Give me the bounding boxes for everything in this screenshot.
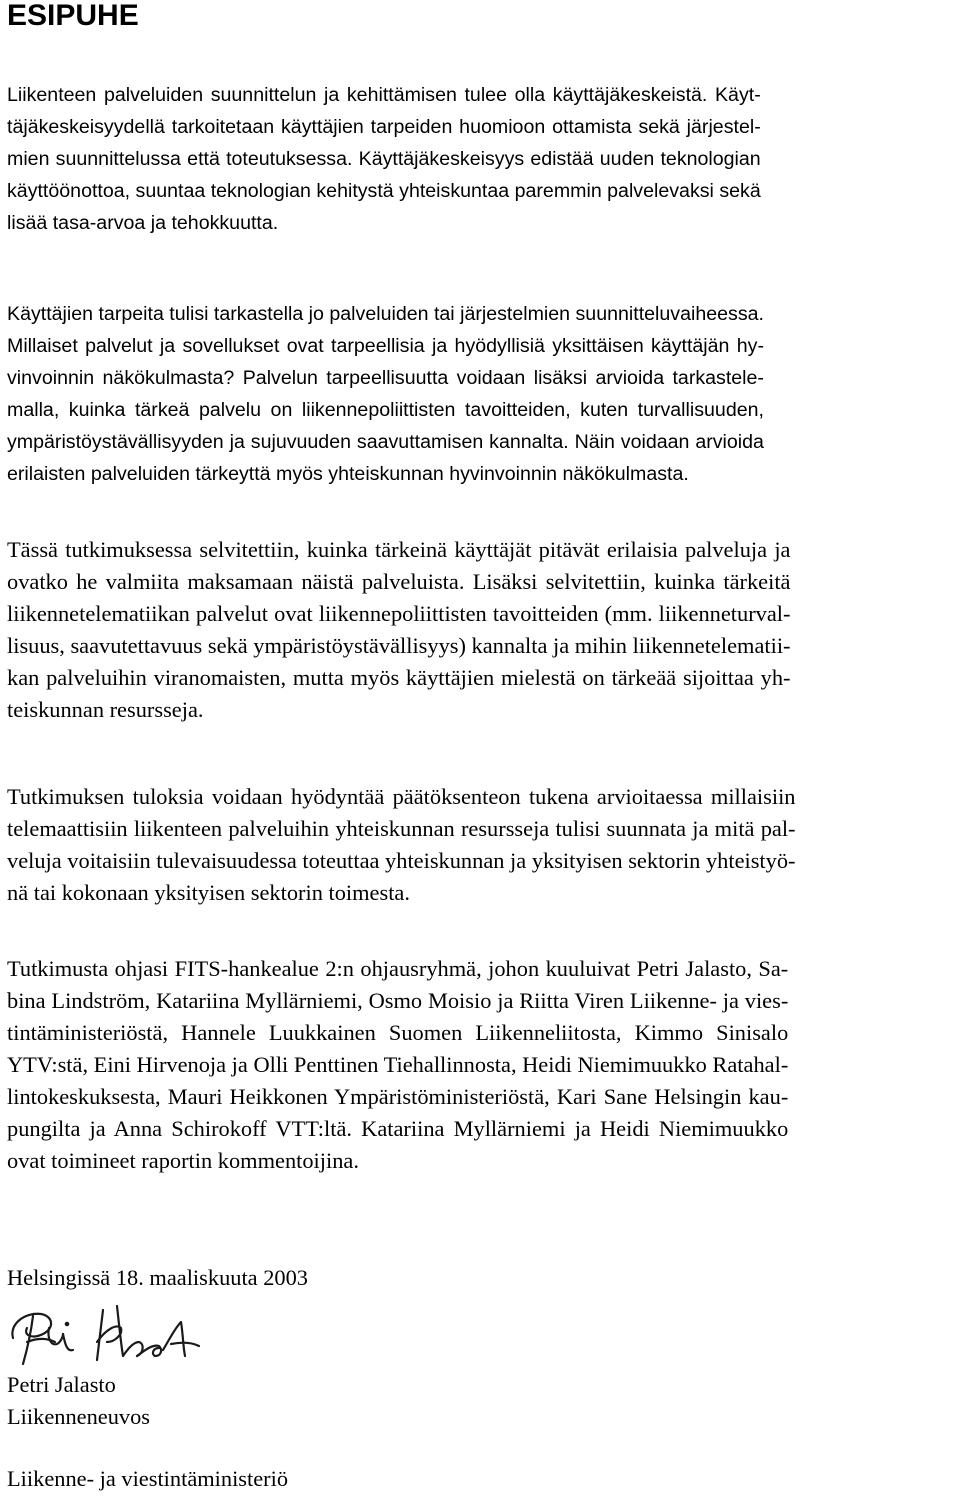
text-line: Käyttäjien tarpeita tulisi tarkastella jo palveluiden tai järjestelmien suunnitteluvaiheessa. [7,303,764,325]
text-line: ovatko he valmiita maksamaan näistä palveluista. Lisäksi selvitettiin, kuinka tärkeitä [7,569,791,594]
text-line: kan palveluihin viranomaisten, mutta myös käyttäjien mielestä on tärkeää sijoittaa yh- [7,665,791,690]
paragraph-4 [7,781,796,909]
text-line: ympäristöystävällisyyden ja sujuvuuden saavuttamisen kannalta. Näin voidaan arvioida [7,431,764,453]
text-line: nä tai kokonaan yksityisen sektorin toimesta. [7,880,410,905]
paragraph-5 [7,953,788,1177]
paragraph-1 [7,79,761,239]
text-line: lisuus, saavutettavuus sekä ympäristöystävällisyys) kannalta ja mihin liikennetelematii- [7,633,791,658]
text-line: käyttöönottoa, suuntaa teknologian kehitystä yhteiskuntaa paremmin palvelevaksi sekä [7,180,761,202]
page-title: ESIPUHE [7,0,139,32]
handwritten-signature [3,1298,203,1370]
text-line: Tutkimusta ohjasi FITS-hankealue 2:n ohjausryhmä, johon kuuluivat Petri Jalasto, Sa- [7,956,789,981]
text-line: veluja voitaisiin tulevaisuudessa toteuttaa yhteiskunnan ja yksityisen sektorin yhteistyö- [7,848,796,873]
text-line: tintäministeriöstä, Hannele Luukkainen Suomen Liikenneliitosta, Kimmo Sinisalo [7,1020,789,1045]
text-line: liikennetelematiikan palvelut ovat liikennepoliittisten tavoitteiden (mm. liikenneturval- [7,601,791,626]
text-line: lintokeskuksesta, Mauri Heikkonen Ympäristöministeriöstä, Kari Sane Helsingin kau- [7,1084,789,1109]
paragraph-2 [7,298,764,490]
text-line: vinvoinnin näkökulmasta? Palvelun tarpeellisuutta voidaan lisäksi arvioida tarkastele- [7,367,764,389]
text-line: telemaattisiin liikenteen palveluihin yhteiskunnan resursseja tulisi suunnata ja mitä pal- [7,816,796,841]
text-line: ovat toimineet raportin kommentoijina. [7,1148,359,1173]
ministry-name: Liikenne- ja viestintäministeriö [7,1466,289,1491]
text-line: Tässä tutkimuksessa selvitettiin, kuinka tärkeinä käyttäjät pitävät erilaisia palveluja ja [7,537,791,562]
signer-block [7,1369,150,1433]
text-line: bina Lindström, Katariina Myllärniemi, Osmo Moisio ja Riitta Viren Liikenne- ja vies- [7,988,789,1013]
text-line: Tutkimuksen tuloksia voidaan hyödyntää päätöksenteon tukena arvioitaessa millaisiin [7,784,796,809]
paragraph-3 [7,534,791,726]
signer-title: Liikenneneuvos [7,1404,151,1429]
text-line: Liikenteen palveluiden suunnittelun ja kehittämisen tulee olla käyttäjäkeskeistä. Käyt- [7,84,761,106]
document-page [7,0,955,1491]
text-line: lisää tasa-arvoa ja tehokkuutta. [7,212,279,234]
signer-name: Petri Jalasto [7,1372,116,1397]
text-line: pungilta ja Anna Schirokoff VTT:ltä. Katariina Myllärniemi ja Heidi Niemimuukko [7,1116,789,1141]
text-line: teiskunnan resursseja. [7,697,204,722]
text-line: malla, kuinka tärkeä palvelu on liikennepoliittisten tavoitteiden, kuten turvallisuuden, [7,399,764,421]
text-line: Millaiset palvelut ja sovellukset ovat tarpeellisia ja hyödyllisiä yksittäisen käyttäjän hy- [7,335,764,357]
text-line: YTV:stä, Eini Hirvenoja ja Olli Penttinen Tiehallinnosta, Heidi Niemimuukko Ratahal- [7,1052,789,1077]
text-line: mien suunnittelussa että toteutuksessa. Käyttäjäkeskeisyys edistää uuden teknologian [7,148,761,170]
text-line: täjäkeskeisyydellä tarkoitetaan käyttäjien tarpeiden huomioon ottamista sekä järjestel- [7,116,761,138]
place-date: Helsingissä 18. maaliskuuta 2003 [7,1265,308,1290]
text-line: erilaisten palveluiden tärkeyttä myös yhteiskunnan hyvinvoinnin näkökulmasta. [7,463,689,485]
